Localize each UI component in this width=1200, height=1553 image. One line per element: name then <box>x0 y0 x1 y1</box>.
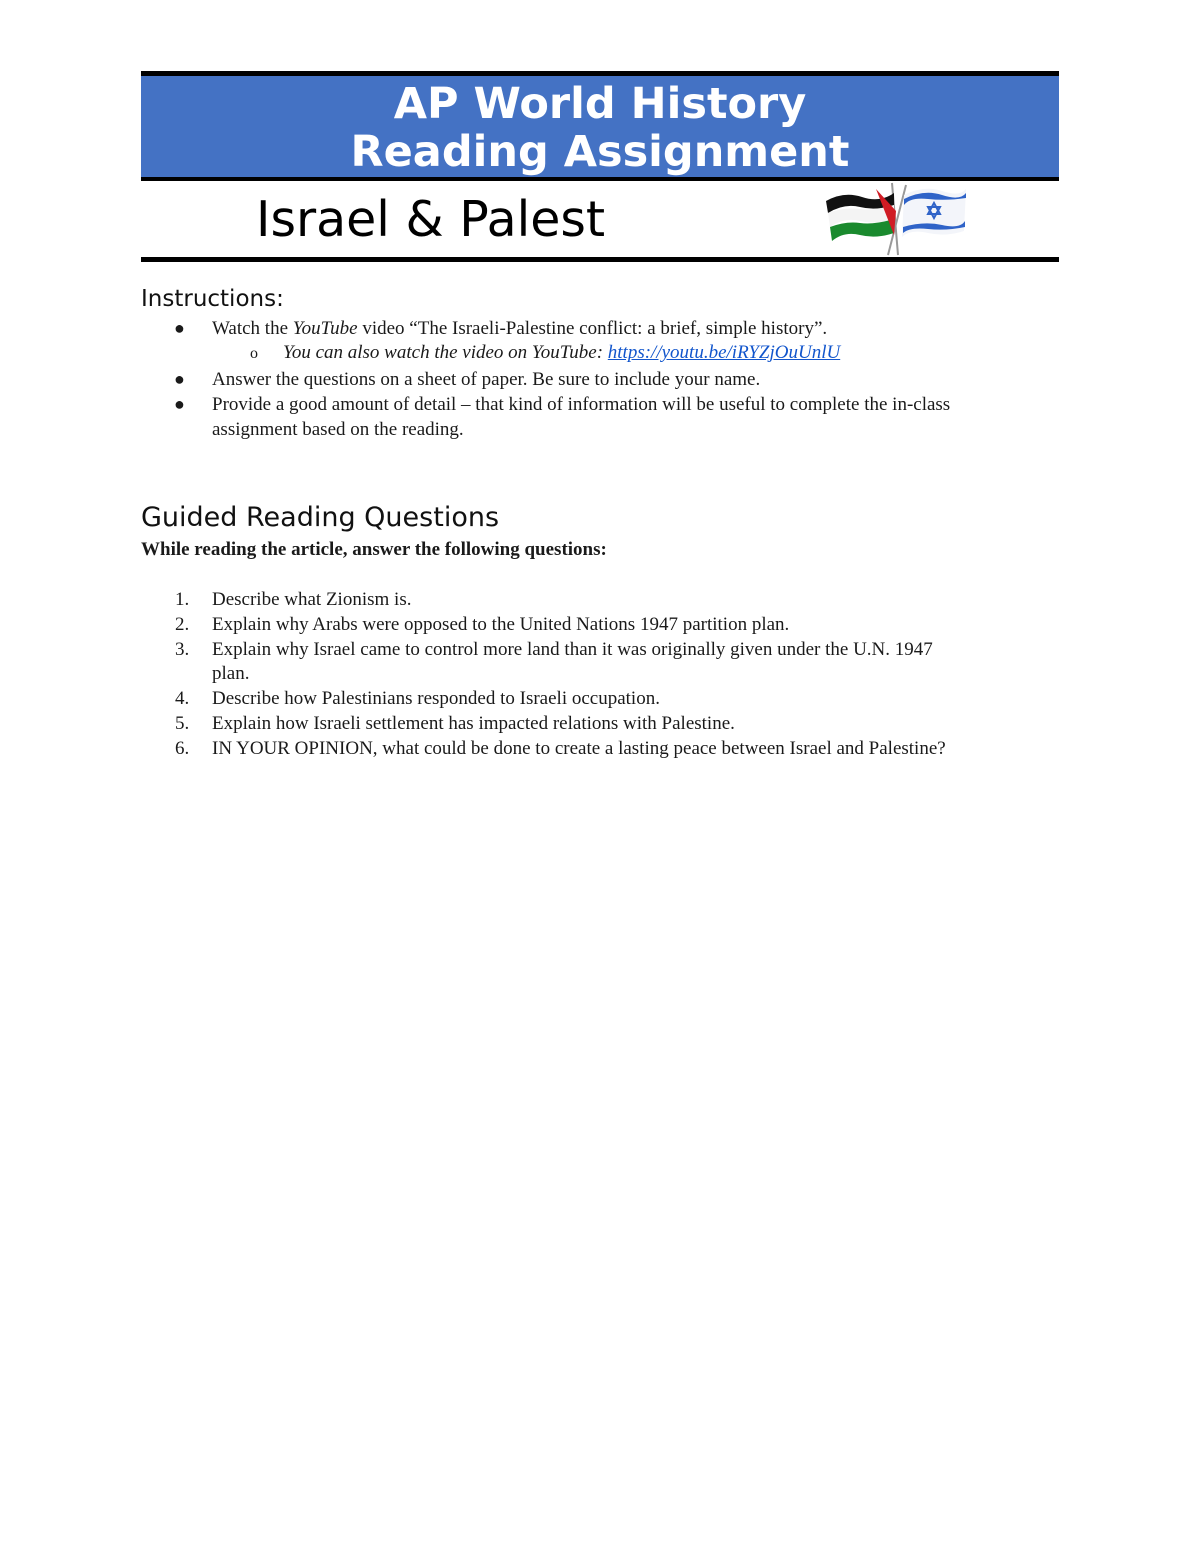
youtube-link[interactable]: https://youtu.be/iRYZjOuUnlU <box>607 342 841 363</box>
instruction-item-3-line-2: assignment based on the reading. <box>212 419 464 440</box>
bottom-rule <box>141 257 1059 262</box>
guided-lead-text: While reading the article, answer the following questions: <box>141 539 607 560</box>
bullet-icon: ● <box>174 369 185 389</box>
question-text: Explain why Arabs were opposed to the United Nations 1947 partition plan. <box>212 614 790 635</box>
instruction-item-3-line-1: Provide a good amount of detail – that kind of information will be useful to complete the in-class <box>212 394 951 415</box>
question-number: 5. <box>175 713 190 734</box>
crossed-flags-icon <box>824 181 970 257</box>
question-number: 1. <box>175 589 190 610</box>
item-1-pre: Watch the <box>212 318 293 339</box>
document-title: Israel & Palest <box>256 191 606 248</box>
bullet-icon: ● <box>174 394 185 414</box>
question-text: Describe what Zionism is. <box>212 589 412 610</box>
title-row <box>141 181 1059 257</box>
question-number: 2. <box>175 614 190 635</box>
item-1-post: video “The Israeli-Palestine conflict: a brief, simple history”. <box>357 318 828 339</box>
guided-reading-heading: Guided Reading Questions <box>141 502 500 533</box>
sub-bullet-marker: o <box>250 345 258 362</box>
bullet-icon: ● <box>174 318 185 338</box>
item-1-emphasis: YouTube <box>292 318 358 339</box>
palestine-flag-icon <box>826 189 896 241</box>
question-text: Explain why Israel came to control more land than it was originally given under the U.N. 1947 <box>212 639 933 660</box>
question-number: 4. <box>175 688 190 709</box>
title-banner <box>141 76 1059 177</box>
sub-item-text: You can also watch the video on YouTube: <box>283 342 608 363</box>
question-text: Explain how Israeli settlement has impacted relations with Palestine. <box>212 713 735 734</box>
question-text-continued: plan. <box>212 663 250 684</box>
instruction-item-2: Answer the questions on a sheet of paper. Be sure to include your name. <box>212 369 761 390</box>
question-text: IN YOUR OPINION, what could be done to create a lasting peace between Israel and Palestine? <box>212 738 946 759</box>
question-text: Describe how Palestinians responded to Israeli occupation. <box>212 688 660 709</box>
header-box <box>141 71 1059 262</box>
question-number: 3. <box>175 639 190 660</box>
instruction-sub-item <box>283 342 840 364</box>
banner-line-1: AP World History <box>393 79 807 129</box>
banner-line-2: Reading Assignment <box>350 127 850 177</box>
instruction-item-1 <box>212 318 827 340</box>
israel-flag-icon <box>902 189 966 237</box>
question-number: 6. <box>175 738 190 759</box>
instructions-heading: Instructions: <box>141 286 284 312</box>
